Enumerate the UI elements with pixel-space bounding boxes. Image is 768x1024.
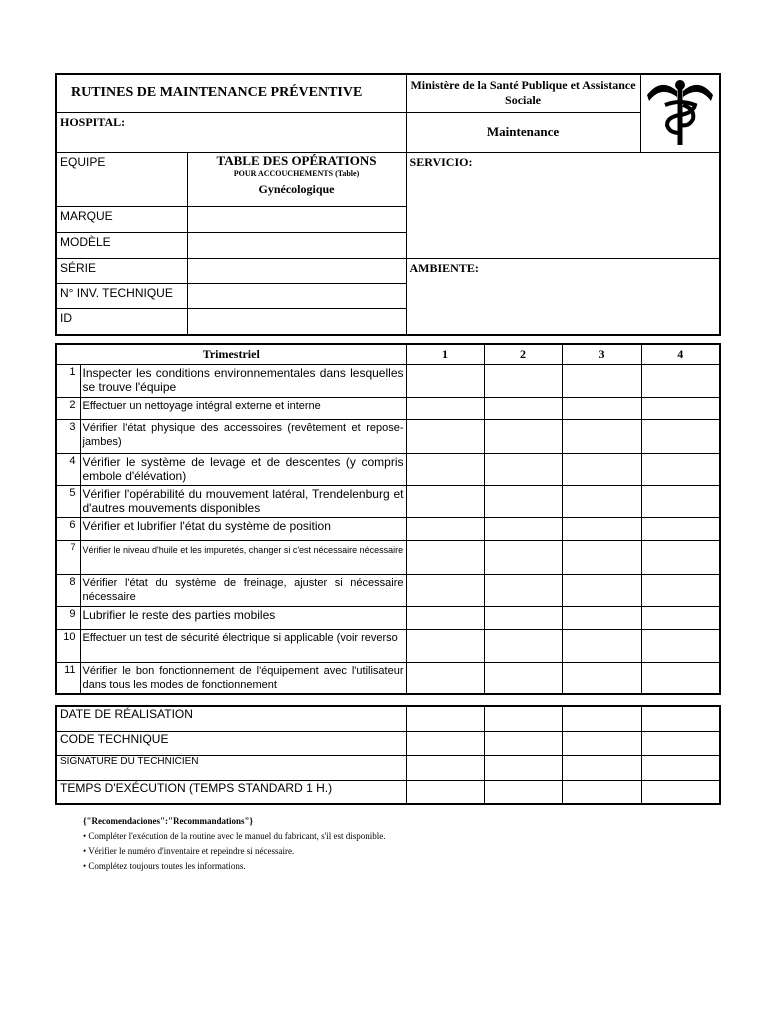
recommendations-title: {"Recomendaciones":"Recommandations"}	[83, 816, 254, 826]
equipe-label: EQUIPE	[56, 153, 187, 207]
task-row	[56, 397, 720, 419]
time-label: TEMPS D'EXÉCUTION (TEMPS STANDARD 1 H.)	[56, 780, 406, 804]
id-value[interactable]	[187, 309, 406, 335]
department-name: Maintenance	[406, 112, 640, 152]
modele-label: MODÈLE	[56, 233, 187, 259]
task-row	[56, 662, 720, 694]
check-cell[interactable]	[484, 397, 562, 419]
task-text: Lubrifier le reste des parties mobiles	[80, 606, 406, 629]
task-text: Vérifier et lubrifier l'état du système de position	[80, 517, 406, 540]
date-row	[56, 706, 720, 731]
entry-cell[interactable]	[641, 780, 720, 804]
check-cell[interactable]	[562, 453, 641, 485]
task-row	[56, 540, 720, 574]
time-row	[56, 780, 720, 804]
check-cell[interactable]	[641, 364, 720, 397]
task-number: 7	[56, 540, 80, 574]
code-row	[56, 731, 720, 755]
check-cell[interactable]	[484, 662, 562, 694]
marque-label: MARQUE	[56, 207, 187, 233]
id-label: ID	[56, 309, 187, 335]
caduceus-icon	[643, 75, 717, 147]
recommendation-item: • Compléter l'exécution de la routine avec le manuel du fabricant, s'il est disponible.	[83, 831, 386, 841]
entry-cell[interactable]	[562, 706, 641, 731]
servicio-field[interactable]: SERVICIO:	[406, 153, 720, 259]
check-cell[interactable]	[562, 540, 641, 574]
check-cell[interactable]	[562, 662, 641, 694]
check-cell[interactable]	[641, 662, 720, 694]
logo-cell	[640, 74, 720, 153]
entry-cell[interactable]	[406, 731, 484, 755]
check-cell[interactable]	[562, 419, 641, 453]
check-cell[interactable]	[562, 629, 641, 662]
check-cell[interactable]	[406, 364, 484, 397]
entry-cell[interactable]	[641, 731, 720, 755]
form-title: RUTINES DE MAINTENANCE PRÉVENTIVE	[56, 74, 406, 112]
entry-cell[interactable]	[484, 706, 562, 731]
task-row	[56, 574, 720, 606]
quarter-2-header: 2	[484, 344, 562, 364]
task-number: 11	[56, 662, 80, 694]
task-text: Vérifier le système de levage et de descentes (y compris embole d'élévation)	[80, 453, 406, 485]
task-row	[56, 364, 720, 397]
check-cell[interactable]	[484, 419, 562, 453]
check-cell[interactable]	[484, 574, 562, 606]
inv-label: N° INV. TECHNIQUE	[56, 284, 187, 309]
check-cell[interactable]	[641, 485, 720, 517]
check-cell[interactable]	[562, 517, 641, 540]
check-cell[interactable]	[641, 574, 720, 606]
task-text: Vérifier le niveau d'huile et les impuretés, changer si c'est nécessaire nécessaire	[80, 540, 406, 574]
check-cell[interactable]	[484, 540, 562, 574]
check-cell[interactable]	[406, 662, 484, 694]
check-cell[interactable]	[641, 517, 720, 540]
task-text: Effectuer un test de sécurité électrique si applicable (voir reverso	[80, 629, 406, 662]
task-text: Vérifier l'opérabilité du mouvement latéral, Trendelenburg et d'autres mouvements disponibles	[80, 485, 406, 517]
check-cell[interactable]	[484, 629, 562, 662]
entry-cell[interactable]	[562, 780, 641, 804]
marque-value[interactable]	[187, 207, 406, 233]
header-block	[55, 73, 721, 336]
equipment-name-cell	[187, 153, 406, 207]
check-cell[interactable]	[484, 517, 562, 540]
ambiente-field[interactable]: AMBIENTE:	[406, 259, 720, 335]
check-cell[interactable]	[641, 397, 720, 419]
quarter-3-header: 3	[562, 344, 641, 364]
task-row	[56, 419, 720, 453]
check-cell[interactable]	[484, 453, 562, 485]
quarter-1-header: 1	[406, 344, 484, 364]
check-cell[interactable]	[641, 419, 720, 453]
task-text: Vérifier l'état physique des accessoires (revêtement et repose-jambes)	[80, 419, 406, 453]
quarter-4-header: 4	[641, 344, 720, 364]
check-cell[interactable]	[484, 606, 562, 629]
entry-cell[interactable]	[562, 755, 641, 780]
recommendation-item: • Complétez toujours toutes les informations.	[83, 861, 246, 871]
check-cell[interactable]	[406, 606, 484, 629]
check-cell[interactable]	[641, 629, 720, 662]
check-cell[interactable]	[562, 574, 641, 606]
signature-label: SIGNATURE DU TECHNICIEN	[56, 755, 406, 780]
task-number: 4	[56, 453, 80, 485]
serie-value[interactable]	[187, 259, 406, 284]
date-label: DATE DE RÉALISATION	[56, 706, 406, 731]
recommendation-item: • Vérifier le numéro d'inventaire et repeindre si nécessaire.	[83, 846, 295, 856]
task-number: 1	[56, 364, 80, 397]
check-cell[interactable]	[406, 574, 484, 606]
check-cell[interactable]	[484, 364, 562, 397]
task-row	[56, 606, 720, 629]
check-cell[interactable]	[641, 540, 720, 574]
entry-cell[interactable]	[641, 755, 720, 780]
equipment-type: Gynécologique	[258, 182, 335, 196]
task-text: Vérifier l'état du système de freinage, ajuster si nécessaire nécessaire	[80, 574, 406, 606]
check-cell[interactable]	[641, 606, 720, 629]
frequency-label: Trimestriel	[56, 344, 406, 364]
task-number: 8	[56, 574, 80, 606]
check-cell[interactable]	[406, 517, 484, 540]
entry-cell[interactable]	[484, 755, 562, 780]
check-cell[interactable]	[562, 364, 641, 397]
check-cell[interactable]	[484, 485, 562, 517]
task-row	[56, 629, 720, 662]
task-text: Vérifier le bon fonctionnement de l'équipement avec l'utilisateur dans tous les modes de fonctionnement	[80, 662, 406, 694]
equipment-name: TABLE DES OPÉRATIONS	[216, 153, 377, 168]
task-number: 9	[56, 606, 80, 629]
inv-value[interactable]	[187, 284, 406, 309]
code-label: CODE TECHNIQUE	[56, 731, 406, 755]
check-cell[interactable]	[406, 397, 484, 419]
tasks-header-row	[56, 344, 720, 364]
entry-cell[interactable]	[562, 731, 641, 755]
task-number: 5	[56, 485, 80, 517]
hospital-field[interactable]: HOSPITAL:	[56, 112, 406, 152]
check-cell[interactable]	[562, 397, 641, 419]
task-row	[56, 517, 720, 540]
check-cell[interactable]	[406, 453, 484, 485]
task-number: 2	[56, 397, 80, 419]
task-number: 3	[56, 419, 80, 453]
equipment-sub: POUR ACCOUCHEMENTS (Table)	[233, 169, 360, 178]
modele-value[interactable]	[187, 233, 406, 259]
check-cell[interactable]	[406, 485, 484, 517]
entry-cell[interactable]	[406, 755, 484, 780]
execution-table	[55, 705, 721, 805]
task-text: Inspecter les conditions environnementales dans lesquelles se trouve l'équipe	[80, 364, 406, 397]
tasks-table	[55, 343, 721, 695]
check-cell[interactable]	[406, 540, 484, 574]
check-cell[interactable]	[641, 453, 720, 485]
signature-row	[56, 755, 720, 780]
entry-cell[interactable]	[406, 780, 484, 804]
entry-cell[interactable]	[484, 780, 562, 804]
check-cell[interactable]	[406, 629, 484, 662]
check-cell[interactable]	[562, 606, 641, 629]
task-number: 6	[56, 517, 80, 540]
entry-cell[interactable]	[484, 731, 562, 755]
task-row	[56, 485, 720, 517]
check-cell[interactable]	[562, 485, 641, 517]
ministry-name: Ministère de la Santé Publique et Assistance Sociale	[406, 74, 640, 112]
entry-cell[interactable]	[406, 706, 484, 731]
task-number: 10	[56, 629, 80, 662]
check-cell[interactable]	[406, 419, 484, 453]
entry-cell[interactable]	[641, 706, 720, 731]
recommendations	[83, 814, 643, 874]
task-row	[56, 453, 720, 485]
task-text: Effectuer un nettoyage intégral externe et interne	[80, 397, 406, 419]
serie-label: SÉRIE	[56, 259, 187, 284]
